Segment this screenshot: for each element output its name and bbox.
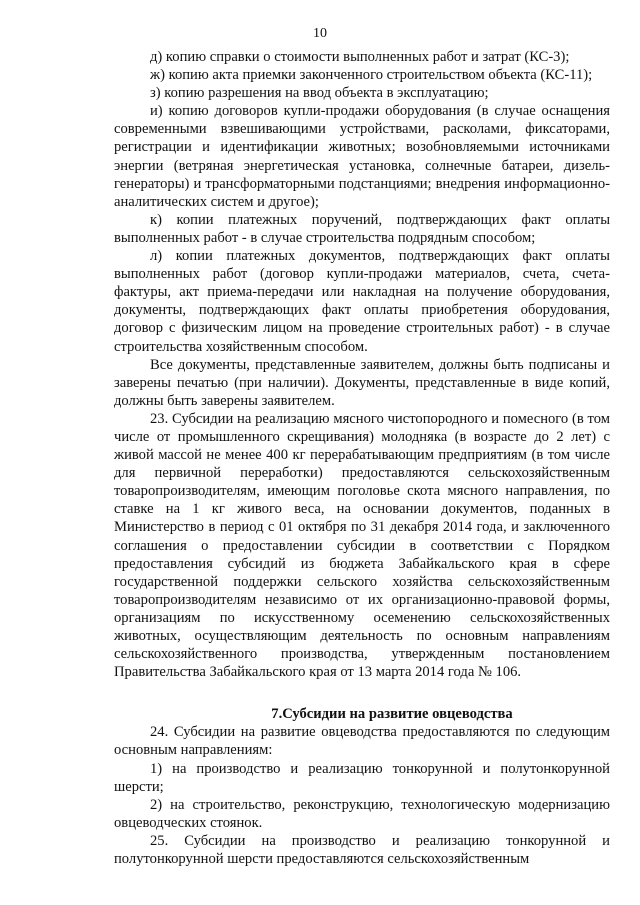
paragraph-z: з) копию разрешения на ввод объекта в эксплуатацию; bbox=[150, 85, 489, 102]
paragraph-24-item-2: 2) на строительство, реконструкцию, технологическую модернизацию овцеводческих стоянок. bbox=[114, 796, 610, 831]
paragraph-documents-note: Все документы, представленные заявителем, должны быть подписаны и заверены печатью (при наличии). Документы, представленные в виде копий, должны быть заверены заявителем. bbox=[114, 356, 610, 409]
paragraph-zh: ж) копию акта приемки законченного строительством объекта (КС-11); bbox=[150, 67, 593, 84]
paragraph-23: 23. Субсидии на реализацию мясного чистопородного и помесного (в том числе от промышленного скрещивания) молодняка (в возрасте до 2 лет) с живой массой не менее 400 кг перерабатывающим предприятиям (в том числе для первичной переработки) предоставляются сельскохозяйственным товаропроизводителям, имеющим поголовье скота мясного направления, по ставке на 1 кг живого веса, на основании документов, поданных в Министерство в период с 01 октября по 31 декабря 2014 года, и заключенного соглашения о предоставлении субсидии в соответствии с Порядком предоставления субсидий из бюджета Забайкальского края в сфере государственной поддержки сельского хозяйства сельскохозяйственным товаропроизводителям независимо от их организационно-правовой формы, организациям по искусственному осеменению сельскохозяйственных животных, осуществляющим деятельность по основным направлениям сельскохозяйственного производства, утвержденным постановлением Правительства Забайкальского края от 13 марта 2014 года № 106. bbox=[114, 410, 610, 681]
paragraph-25: 25. Субсидии на производство и реализацию тонкорунной и полутонкорунной шерсти предоставляются сельскохозяйственным bbox=[114, 832, 610, 868]
paragraph-24-item-1: 1) на производство и реализацию тонкорунной и полутонкорунной шерсти; bbox=[114, 760, 610, 795]
paragraph-l: л) копии платежных документов, подтверждающих факт оплаты выполненных работ (договор купли-продажи материалов, счета, счета-фактуры, акт приема-передачи или накладная на получение оборудования, документы, подтверждающих факт оплаты приобретения оборудования, договор с физическим лицом на проведение строительных работ) - в случае строительства хозяйственным способом. bbox=[114, 248, 610, 355]
paragraph-i: и) копию договоров купли-продажи оборудования (в случае оснащения современными взвешивающими устройствами, расколами, фиксаторами, регистрации и идентификации животных; возобновляемыми источниками энергии (ветряная энергетическая установка, солнечные батареи, дизель-генераторы) и трансформаторными подстанциями; внедрения информационно-аналитических систем и другое); bbox=[114, 103, 610, 210]
page-number: 10 bbox=[313, 26, 327, 41]
paragraph-k: к) копии платежных поручений, подтверждающих факт оплаты выполненных работ - в случае строительства подрядным способом; bbox=[114, 211, 610, 246]
paragraph-d: д) копию справки о стоимости выполненных работ и затрат (КС-3); bbox=[150, 49, 570, 65]
paragraph-24: 24. Субсидии на развитие овцеводства предоставляются по следующим основным направлениям: bbox=[114, 724, 610, 759]
document-body bbox=[114, 48, 610, 868]
section-heading: 7.Субсидии на развитие овцеводства bbox=[271, 706, 513, 723]
